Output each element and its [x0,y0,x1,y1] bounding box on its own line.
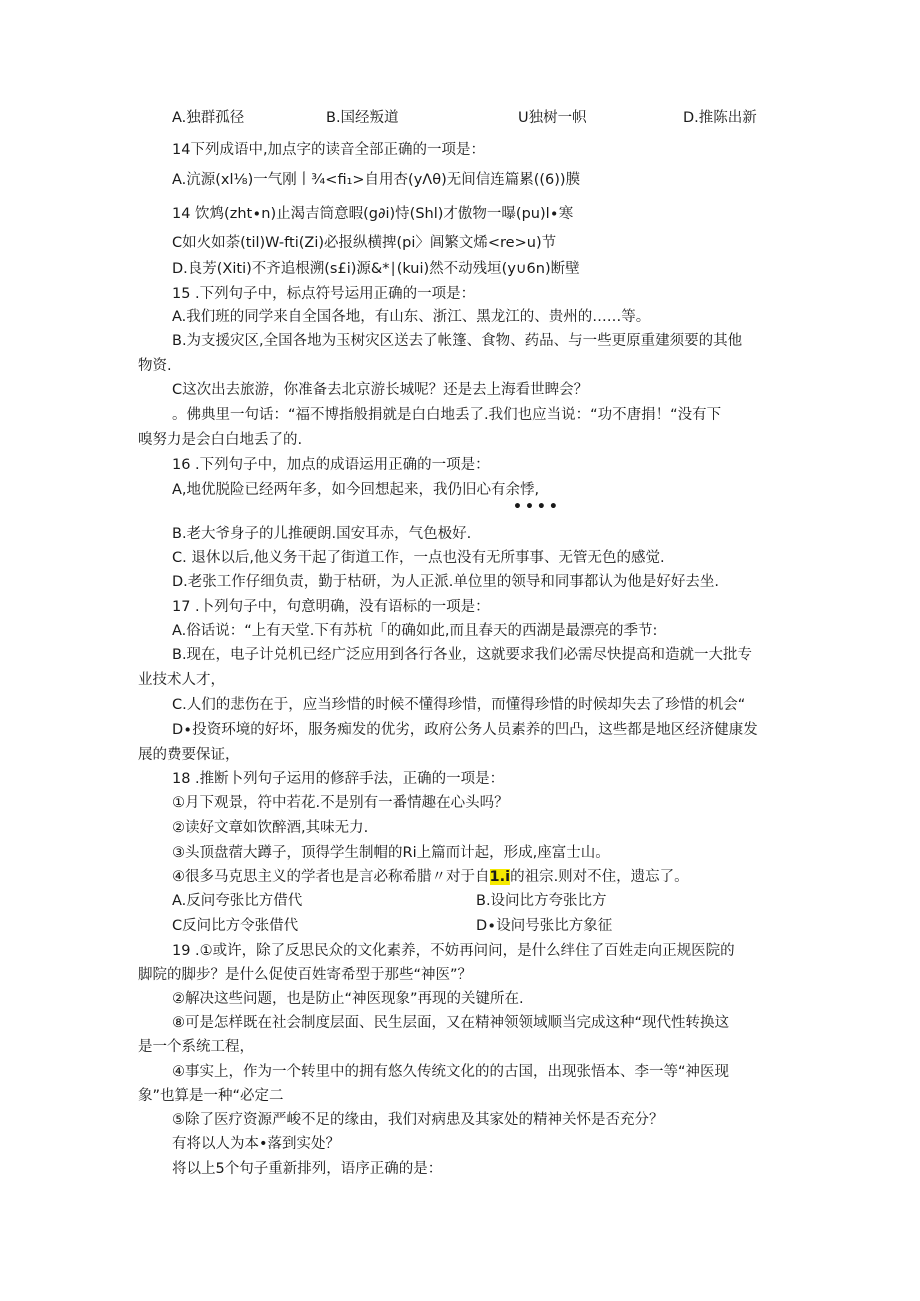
q14-option-d: D.良芳(Xiti)不齐追根溯(s£i)源&*∣(kui)然不动残垣(y∪6n)断壁 [172,261,580,277]
q18-stem: 18 .推断卜列句子运用的修辞手法，正确的一项是： [172,771,505,787]
q18-sentence-3: ③头顶盘蓿大蹲子，顶得学生制帽的Ri上篇而计起，形成,座富士山。 [172,845,610,861]
highlighted-text: 1.i [489,869,511,885]
q17-stem: 17 .卜列句子中，句意明确，没有语标的一项是： [172,599,490,615]
q16-option-a: A,地优脱险已经两年多，如今回想起来，我仍旧心有余悸, [172,482,540,498]
q19-line-2: 脚院的脚步？是什么促使百姓寄希型于那些“神医”？ [138,967,473,983]
q13-option-d: D.推陈出新 [683,110,757,126]
q17-option-d-line1: D∙投资环境的好坏，服务痴发的优劣，政府公务人员素养的凹凸，这些都是地区经济健康发 [172,722,758,738]
q19-line-3: ②解决这些问题，也是防止“神医现象”再现的关键所在. [172,991,524,1007]
q17-option-b-line2: 业技术人才， [138,672,225,688]
q13-option-b: B.国经叛道 [326,110,399,126]
q16-option-d: D.老张工作仔细负责，勤于枯研，为人正派.单位里的领导和同事都认为他是好好去坐. [172,574,719,590]
q15-option-a: A.我们班的同学来自全国各地，有山东、浙江、黑龙江的、贵州的……等。 [172,309,651,325]
q15-option-b-line2: 物资. [138,358,172,374]
q19-line-10: 将以上5个句子重新排列，语序正确的是： [172,1161,443,1177]
q14-option-a: A.沆源(xl⅛)一气刚丨¾<fi₁>自用杏(yΛθ)无间信连篇累((6))膜 [172,172,581,188]
q18-option-d: D∙设问号张比方象征 [476,918,613,934]
q19-line-7: 象”也算是一种“必定二 [138,1088,284,1104]
q19-line-9: 有将以人为本•落到实处？ [172,1136,341,1152]
q17-option-a: A.俗话说：“上有天堂.下有苏杭「的确如此,而且春天的西湖是最漂亮的季节: [172,623,658,639]
q18-sentence-4-pre: ④很多马克思主义的学者也是言必称希腊〃对于自 [172,869,490,885]
q16-option-c: C. 退休以后,他义务干起了街道工作，一点也没有无所事事、无管无色的感觉. [172,550,665,566]
q13-option-c: U独树一帜 [518,110,587,126]
q19-line-5: 是一个系统工程， [138,1039,254,1055]
q15-option-d-line2: 嗅努力是会白白地丢了的. [138,432,303,448]
q18-option-c: C反问比方令张借代 [172,918,299,934]
q18-option-b: B.设问比方夸张比方 [476,893,607,909]
q16-option-b: B.老大爷身子的儿推硬朗.国安耳赤，气色极好. [172,526,472,542]
q19-line-1: 19 .①或许，除了反思民众的文化素养，不妨再问问，是什么绊住了百姓走向正规医院的 [172,943,735,959]
q18-sentence-1: ①月下观景，符中若花.不是别有一番情趣在心头吗？ [172,795,509,811]
q19-line-6: ④事实上，作为一个转里中的拥有悠久传统文化的的古国，出现张悟本、李一等“神医现 [172,1064,730,1080]
q17-option-b-line1: B.现在，电子计兑机已经广泛应用到各行各业，这就要求我们必需尽快提高和造就一大批专 [172,647,753,663]
q17-option-c: C.人们的悲伤在于，应当珍惜的时候不懂得珍惜，而懂得珍惜的时候却失去了珍惜的机会“ [172,697,746,713]
q18-sentence-2: ②读好文章如饮醉酒,其味无力. [172,820,369,836]
q14-stem: 14下列成语中,加点字的读音全部正确的一项是： [172,142,486,158]
emphasis-dots: •••• [513,499,561,515]
q15-stem: 15 .下列句子中，标点符号运用正确的一项是： [172,286,476,302]
q18-sentence-4 [172,867,689,887]
q15-option-c: C这次出去旅游，你准备去北京游长城呢？还是去上海看世睥会？ [172,382,589,398]
q19-line-8: ⑤除了医疗资源严峻不足的缘由，我们对病患及其家处的精神关怀是否充分？ [172,1112,664,1128]
q17-option-d-line2: 展的费要保证， [138,747,240,763]
q15-option-b-line1: B.为支援灾区,全国各地为玉树灾区送去了帐篷、食物、药品、与一些更原重建须要的其他 [172,333,743,349]
q15-option-d-line1: 。佛典里一句话：“福不博指般捐就是白白地丢了.我们也应当说：“功不唐捐！“没有下 [172,407,722,423]
q18-option-a: A.反问夸张比方借代 [172,893,303,909]
q14-option-c: C如火如荼(til)W-fti(Zi)必报纵横捭(pi〉阊繁文烯<re>u)节 [172,235,557,251]
q19-line-4: ⑧可是怎样既在社会制度层面、民生层面，又在精神领领域顺当完成这种“现代性转换这 [172,1015,730,1031]
q16-stem: 16 .下列句子中，加点的成语运用正确的一项是： [172,457,490,473]
q14-option-b: 14 饮鸩(zht∙n)止渴吉筒意暇(g∂i)恃(Shl)才傲物一曝(pu)l∙寒 [172,206,574,222]
q18-sentence-4-post: 的祖宗.则对不住，遗忘了。 [510,869,689,885]
q13-option-a: A.独群孤径 [172,110,245,126]
